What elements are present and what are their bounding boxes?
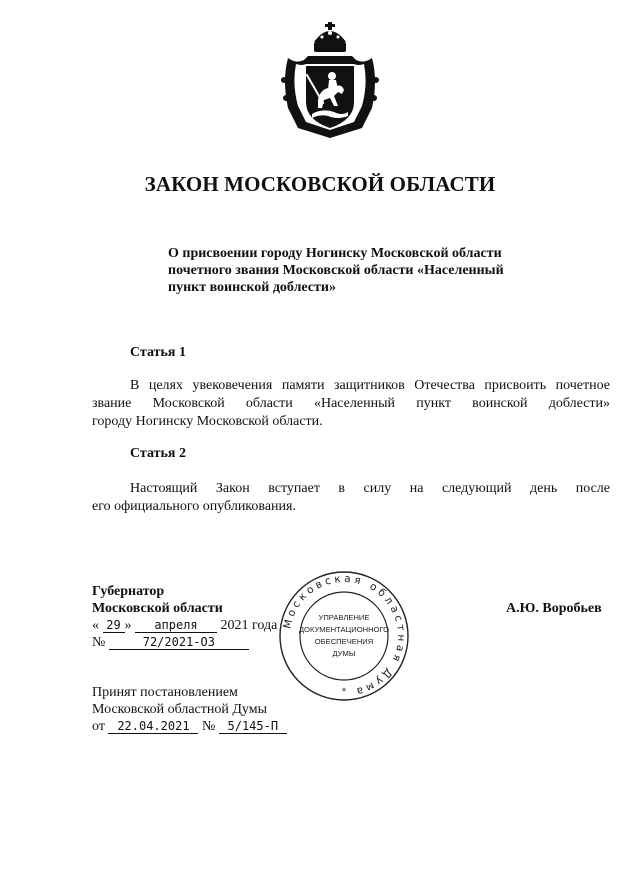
governor-title-line2: Московской области [92,601,223,616]
stamp-center-line: УПРАВЛЕНИЕ [318,613,370,622]
signer-name: А.Ю. Воробьев [506,601,602,616]
adoption-date [92,718,287,735]
date-year: 2021 года [220,618,278,633]
subject-line: О присвоении городу Ногинску Московской области [168,246,502,261]
stamp-ring-text: Московская областная Дума [281,572,408,699]
subject-line: почетного звания Московской области «Населенный [168,263,504,278]
article-1-line: В целях увековечения памяти защитников Отечества присвоить почетное [130,378,610,393]
article-2-heading: Статья 2 [130,446,186,461]
article-2-line: его официального опубликования. [92,499,296,514]
article-2-text [92,480,610,516]
stamp-center-line: ОБЕСПЕЧЕНИЯ [314,637,374,646]
law-number-prefix: № [92,635,106,650]
law-number [92,634,249,651]
stamp-star-icon: * [341,687,347,697]
adoption-number-prefix: № [201,719,216,734]
subject-line: пункт воинской доблести» [168,280,336,295]
law-title: ЗАКОН МОСКОВСКОЙ ОБЛАСТИ [144,172,496,196]
stamp-center-line: ДУМЫ [332,649,356,658]
date-close-quote: » [124,618,132,633]
law-subject [168,245,568,296]
article-1-text [92,377,610,431]
law-number-value: 72/2021-ОЗ [109,635,249,650]
signature-date [92,617,277,634]
adoption-line1: Принят постановлением [92,685,238,700]
date-day: 29 [103,618,125,633]
governor-title-line1: Губернатор [92,584,165,599]
official-stamp [276,568,412,704]
adoption-line2: Московской областной Думы [92,702,267,717]
article-2-line: Настоящий Закон вступает в силу на следующий день после [130,481,610,496]
stamp-center-line: ДОКУМЕНТАЦИОННОГО [298,625,390,634]
date-month: апреля [135,618,217,633]
adoption-number-value: 5/145-П [219,719,287,734]
article-1-line: городу Ногинску Московской области. [92,414,323,429]
adoption-date-value: 22.04.2021 [108,719,198,734]
article-1-heading: Статья 1 [130,345,186,360]
date-open-quote: « [92,618,99,633]
article-1-line: звание Московской области «Населенный пункт воинской доблести» [92,396,610,411]
adoption-date-prefix: от [92,719,105,734]
coat-of-arms-icon [274,20,386,142]
